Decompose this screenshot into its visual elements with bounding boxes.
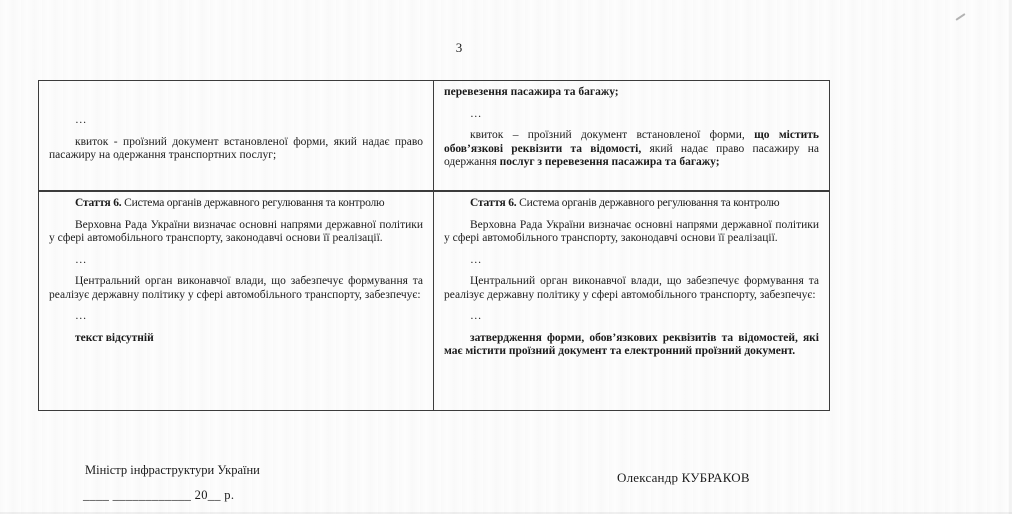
page-number: 3 xyxy=(455,40,463,55)
paragraph xyxy=(49,310,423,324)
paragraph xyxy=(444,197,819,211)
paragraph xyxy=(49,275,423,302)
table-cell-left xyxy=(39,81,434,190)
minister-title: Міністр інфраструктури України xyxy=(85,463,260,477)
text-segment: … xyxy=(470,107,483,120)
table-cell-left xyxy=(39,192,434,410)
text-segment: Стаття 6. xyxy=(470,197,517,209)
paragraph xyxy=(444,219,819,246)
paragraph xyxy=(444,108,819,122)
paragraph xyxy=(444,254,819,268)
text-segment: … xyxy=(75,310,88,322)
signer-name: Олександр КУБРАКОВ xyxy=(617,470,750,485)
text-segment: затвердження форми, обов’язкових реквізитів та відомостей, які має містити проїзний документ та електронний проїзний документ. xyxy=(444,331,819,357)
paragraph xyxy=(49,114,423,128)
text-segment: послуг з перевезення пасажира та багажу; xyxy=(499,156,720,168)
paragraph xyxy=(444,332,819,359)
text-segment: … xyxy=(75,253,88,266)
paragraph xyxy=(444,86,819,100)
table-cell-right xyxy=(434,192,829,410)
paragraph xyxy=(49,219,423,246)
table-row xyxy=(39,192,829,410)
text-segment: Стаття 6. xyxy=(75,197,122,209)
comparison-table xyxy=(38,80,830,411)
signature-date-line: ____ ____________ 20__ р. xyxy=(83,488,235,502)
text-segment: … xyxy=(75,114,88,126)
text-segment: … xyxy=(470,253,483,266)
paragraph xyxy=(444,275,819,302)
text-segment: Центральний орган виконавчої влади, що забезпечує формування та реалізує державну політику у сфері автомобільного транспорту, забезпечує: xyxy=(49,275,423,301)
text-segment: Система органів державного регулювання та контролю xyxy=(516,197,780,209)
text-segment: Верховна Рада України визначає основні напрями державної політики у сфері автомобільного транспорту, законодавчі основи її реалізації. xyxy=(49,218,423,244)
paragraph xyxy=(49,332,423,346)
pen-mark-icon xyxy=(951,7,971,27)
text-segment: перевезення пасажира та багажу; xyxy=(444,86,619,98)
text-segment: що містить обов’язкові реквізити та відомості, xyxy=(444,129,819,155)
text-segment: … xyxy=(470,310,483,322)
text-segment: Система органів державного регулювання та контролю xyxy=(121,197,385,209)
text-segment: Верховна Рада України визначає основні напрями державної політики у сфері автомобільного транспорту, законодавчі основи її реалізації. xyxy=(444,218,819,244)
paragraph xyxy=(49,197,423,211)
paragraph xyxy=(444,129,819,170)
paragraph xyxy=(49,136,423,163)
text-segment: текст відсутній xyxy=(75,331,154,344)
paragraph xyxy=(49,254,423,268)
text-segment: Центральний орган виконавчої влади, що забезпечує формування та реалізує державну політику у сфері автомобільного транспорту, забезпечує: xyxy=(444,275,819,301)
paragraph xyxy=(444,310,819,324)
table-row xyxy=(39,81,829,192)
table-cell-right xyxy=(434,81,829,190)
text-segment: який надає право пасажиру на одержання xyxy=(444,142,820,168)
text-segment: квиток – проїзний документ встановленої форми, xyxy=(470,129,755,141)
text-segment: квиток - проїзний документ встановленої форми, який надає право пасажиру на одержання транспортних послуг; xyxy=(49,135,423,161)
